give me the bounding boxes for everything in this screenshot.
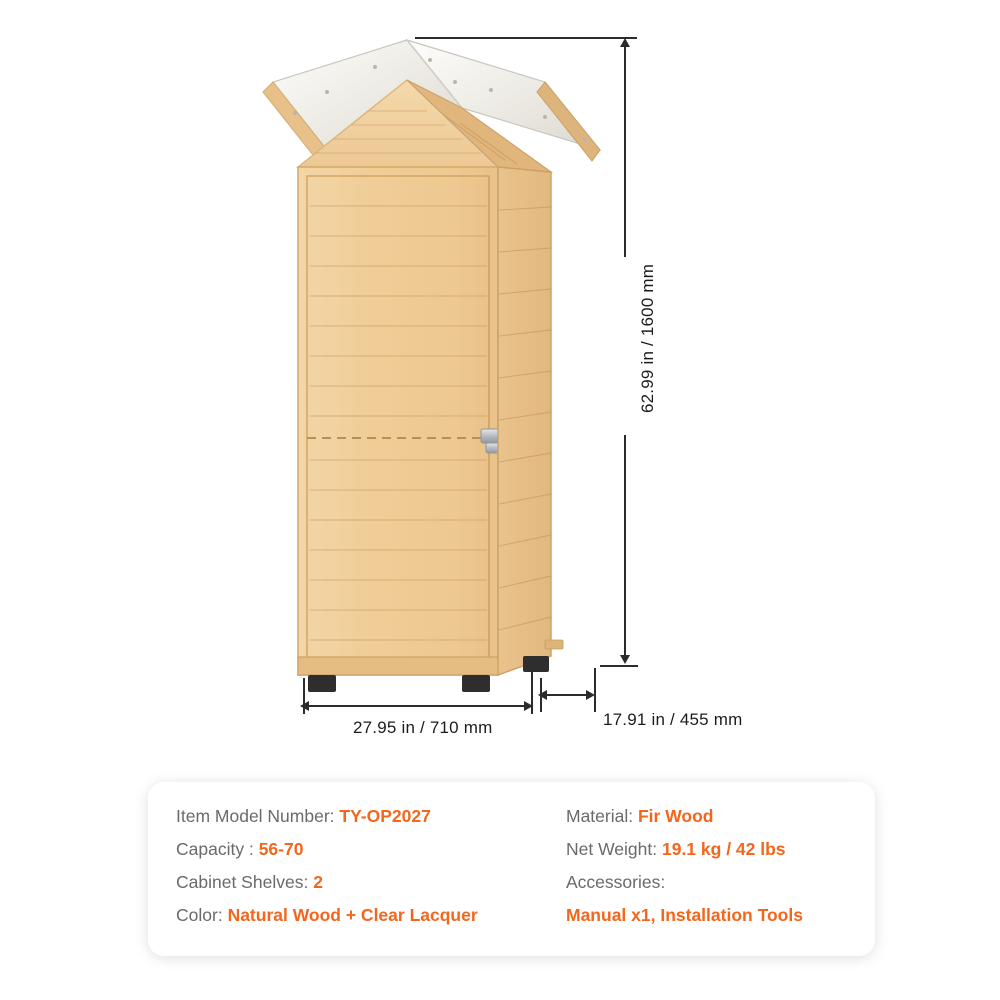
cabinet-foot-front-right (462, 675, 490, 692)
spec-row-accessories (566, 866, 847, 899)
height-bottom-extension (600, 665, 638, 667)
spec-row-material (566, 800, 847, 833)
depth-arrow-right (586, 690, 595, 700)
width-dimension-label: 27.95 in / 710 mm (353, 718, 493, 737)
spec-row-weight (566, 833, 847, 866)
cabinet-foot-left (308, 675, 336, 692)
spec-label-shelves: Cabinet Shelves: (176, 872, 309, 892)
height-line-lower (624, 435, 626, 661)
height-dimension-label: 62.99 in / 1600 mm (638, 263, 657, 413)
spec-row-accessories-value (566, 899, 847, 932)
depth-dimension-label: 17.91 in / 455 mm (603, 710, 743, 729)
spec-row-color (176, 899, 566, 932)
spec-value-capacity: 56-70 (258, 839, 304, 859)
cabinet-foot-back-right (523, 656, 549, 672)
spec-row-capacity (176, 833, 566, 866)
spec-value-material: Fir Wood (637, 806, 714, 826)
spec-value-accessories: Manual x1, Installation Tools (566, 905, 803, 925)
spec-value-model: TY-OP2027 (339, 806, 431, 826)
width-arrow-right (524, 701, 533, 711)
spec-value-shelves: 2 (313, 872, 323, 892)
depth-line (545, 694, 591, 696)
width-line (308, 705, 528, 707)
cabinet-drawing (255, 20, 655, 700)
spec-label-capacity: Capacity : (176, 839, 254, 859)
spec-label-weight: Net Weight: (566, 839, 658, 859)
spec-value-weight: 19.1 kg / 42 lbs (661, 839, 786, 859)
specification-card (148, 782, 875, 956)
spec-label-accessories: Accessories: (566, 872, 666, 892)
product-illustration (255, 20, 655, 700)
width-arrow-left (300, 701, 309, 711)
height-arrow-up (620, 38, 630, 47)
depth-arrow-left (538, 690, 547, 700)
spec-column-right (566, 800, 847, 938)
spec-label-material: Material: (566, 806, 634, 826)
spec-row-shelves (176, 866, 566, 899)
height-line-upper (624, 42, 626, 257)
spec-label-color: Color: (176, 905, 223, 925)
spec-row-model (176, 800, 566, 833)
spec-column-left (176, 800, 566, 938)
height-top-extension (415, 37, 637, 39)
spec-label-model: Item Model Number: (176, 806, 335, 826)
spec-value-color: Natural Wood + Clear Lacquer (227, 905, 478, 925)
height-arrow-down (620, 655, 630, 664)
